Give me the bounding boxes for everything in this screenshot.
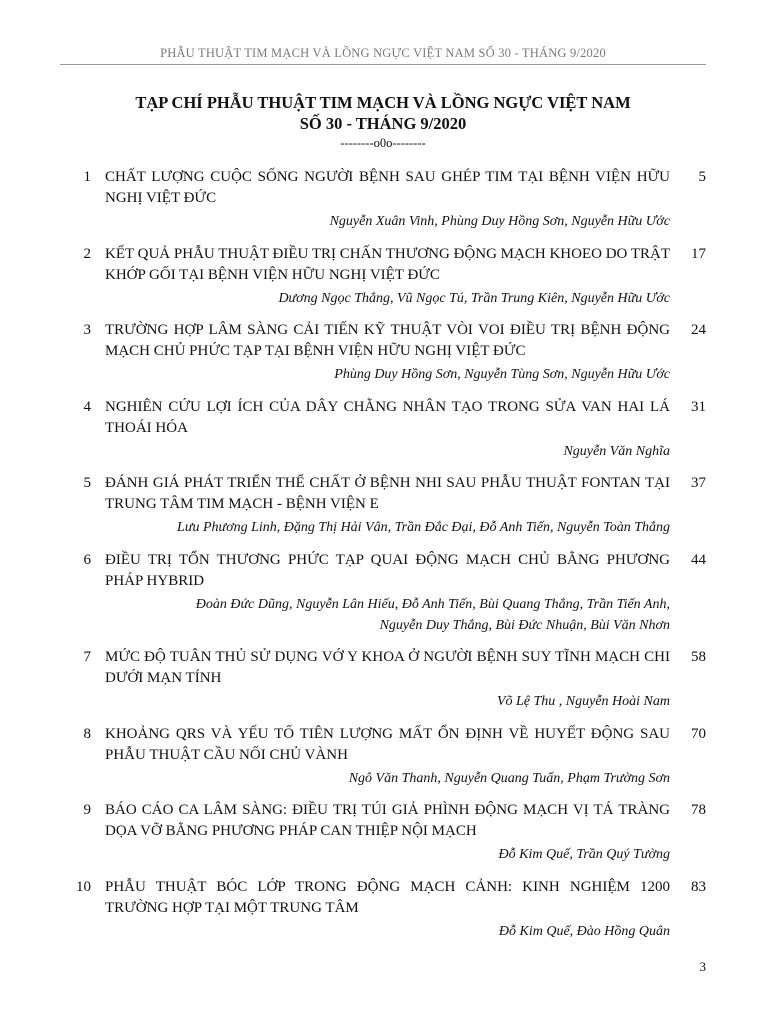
toc-entry [60, 167, 706, 232]
issue-title: SỐ 30 - THÁNG 9/2020 [299, 114, 467, 133]
running-header: PHẪU THUẬT TIM MẠCH VÀ LỒNG NGỰC VIỆT NAM SỐ 30 - THÁNG 9/2020 [160, 46, 606, 60]
entry-page: 78 [691, 802, 706, 818]
title-block [60, 92, 706, 151]
entry-page: 70 [691, 725, 706, 742]
entry-page: 83 [691, 878, 706, 895]
entry-page: 31 [691, 398, 706, 415]
entry-number: 6 [83, 551, 91, 568]
entry-authors [105, 594, 670, 636]
entry-title: KẾT QUẢ PHẪU THUẬT ĐIỀU TRỊ CHẤN THƯƠNG ĐỘNG MẠCH KHOEO DO TRẬT KHỚP GỐI TẠI BỆNH VIỆN HỮU NGHỊ VIỆT ĐỨC [105, 245, 670, 283]
entry-authors [105, 921, 670, 942]
entry-number: 5 [83, 475, 91, 491]
entry-title: MỨC ĐỘ TUÂN THỦ SỬ DỤNG VỚ Y KHOA Ở NGƯỜI BỆNH SUY TĨNH MẠCH CHI DƯỚI MẠN TÍNH [105, 649, 670, 686]
author-line: Võ Lệ Thu , Nguyễn Hoài Nam [496, 694, 670, 709]
entry-page: 58 [691, 649, 706, 665]
entry-number: 2 [83, 245, 91, 262]
title-divider: --------o0o-------- [340, 136, 426, 150]
entry-page: 37 [691, 475, 706, 491]
entry-title: BÁO CÁO CA LÂM SÀNG: ĐIỀU TRỊ TÚI GIẢ PHÌNH ĐỘNG MẠCH VỊ TÁ TRÀNG DỌA VỠ BẰNG PHƯƠNG PHÁP CAN THIỆP NỘI MẠCH [105, 802, 670, 839]
table-of-contents [60, 167, 706, 953]
entry-title: PHẪU THUẬT BÓC LỚP TRONG ĐỘNG MẠCH CẢNH: KINH NGHIỆM 1200 TRƯỜNG HỢP TẠI MỘT TRUNG TÂM [105, 878, 670, 916]
entry-authors [105, 288, 670, 309]
toc-entry [60, 320, 706, 385]
entry-page: 24 [691, 322, 706, 338]
entry-number: 9 [83, 802, 91, 818]
entry-number: 10 [76, 878, 91, 895]
author-line: Đỗ Kim Quế, Trần Quý Tường [498, 847, 670, 862]
author-line: Đỗ Kim Quế, Đào Hồng Quân [498, 923, 670, 939]
entry-authors [105, 364, 670, 385]
author-line: Đoàn Đức Dũng, Nguyễn Lân Hiếu, Đỗ Anh Tiến, Bùi Quang Thắng, Trần Tiến Anh, [195, 596, 670, 612]
author-line: Nguyễn Xuân Vinh, Phùng Duy Hồng Sơn, Nguyễn Hữu Ước [329, 214, 670, 229]
author-line: Lưu Phương Linh, Đặng Thị Hải Vân, Trần Đắc Đại, Đỗ Anh Tiến, Nguyễn Toàn Thắng [177, 520, 670, 535]
toc-entry [60, 877, 706, 942]
entry-authors [105, 211, 670, 232]
toc-entry [60, 800, 706, 865]
entry-authors [105, 517, 670, 538]
entry-title: ĐÁNH GIÁ PHÁT TRIỂN THỂ CHẤT Ở BỆNH NHI SAU PHẪU THUẬT FONTAN TẠI TRUNG TÂM TIM MẠCH - BỆNH VIỆN E [105, 475, 670, 512]
entry-title: ĐIỀU TRỊ TỔN THƯƠNG PHỨC TẠP QUAI ĐỘNG MẠCH CHỦ BẰNG PHƯƠNG PHÁP HYBRID [105, 551, 670, 589]
entry-title: CHẤT LƯỢNG CUỘC SỐNG NGƯỜI BỆNH SAU GHÉP TIM TẠI BỆNH VIỆN HỮU NGHỊ VIỆT ĐỨC [105, 169, 670, 206]
author-line: Nguyễn Văn Nghĩa [563, 443, 670, 459]
toc-entry [60, 473, 706, 538]
entry-title: TRƯỜNG HỢP LÂM SÀNG CẢI TIẾN KỸ THUẬT VÒI VOI ĐIỀU TRỊ BỆNH ĐỘNG MẠCH CHỦ PHỨC TẠP TẠI BỆNH VIỆN HỮU NGHỊ VIỆT ĐỨC [105, 322, 670, 359]
entry-authors [105, 844, 670, 865]
entry-number: 8 [83, 725, 91, 742]
toc-entry [60, 397, 706, 462]
author-line: Dương Ngọc Thắng, Vũ Ngọc Tú, Trần Trung Kiên, Nguyễn Hữu Ước [278, 290, 670, 306]
journal-title: TẠP CHÍ PHẪU THUẬT TIM MẠCH VÀ LỒNG NGỰC VIỆT NAM [135, 93, 631, 112]
entry-authors [105, 441, 670, 462]
header-rule [60, 64, 706, 65]
entry-title: KHOẢNG QRS VÀ YẾU TỐ TIÊN LƯỢNG MẤT ỔN ĐỊNH VỀ HUYẾT ĐỘNG SAU PHẪU THUẬT CẦU NỐI CHỦ VÀNH [105, 725, 670, 763]
entry-authors [105, 691, 670, 712]
entry-page: 17 [691, 245, 706, 262]
toc-entry [60, 647, 706, 712]
entry-page: 44 [691, 551, 706, 568]
entry-authors [105, 768, 670, 789]
entry-number: 3 [83, 322, 91, 338]
toc-entry [60, 724, 706, 789]
entry-number: 7 [83, 649, 91, 665]
entry-page: 5 [698, 169, 706, 185]
toc-entry [60, 244, 706, 309]
entry-number: 1 [83, 169, 91, 185]
page-number: 3 [699, 959, 706, 974]
author-line: Phùng Duy Hồng Sơn, Nguyễn Tùng Sơn, Nguyễn Hữu Ước [334, 367, 670, 382]
author-line: Nguyễn Duy Thắng, Bùi Đức Nhuận, Bùi Văn Nhơn [379, 617, 670, 633]
entry-number: 4 [83, 398, 91, 415]
entry-title: NGHIÊN CỨU LỢI ÍCH CỦA DÂY CHẰNG NHÂN TẠO TRONG SỬA VAN HAI LÁ THOÁI HÓA [105, 398, 670, 436]
toc-entry [60, 550, 706, 636]
author-line: Ngô Văn Thanh, Nguyễn Quang Tuấn, Phạm Trường Sơn [348, 770, 670, 786]
